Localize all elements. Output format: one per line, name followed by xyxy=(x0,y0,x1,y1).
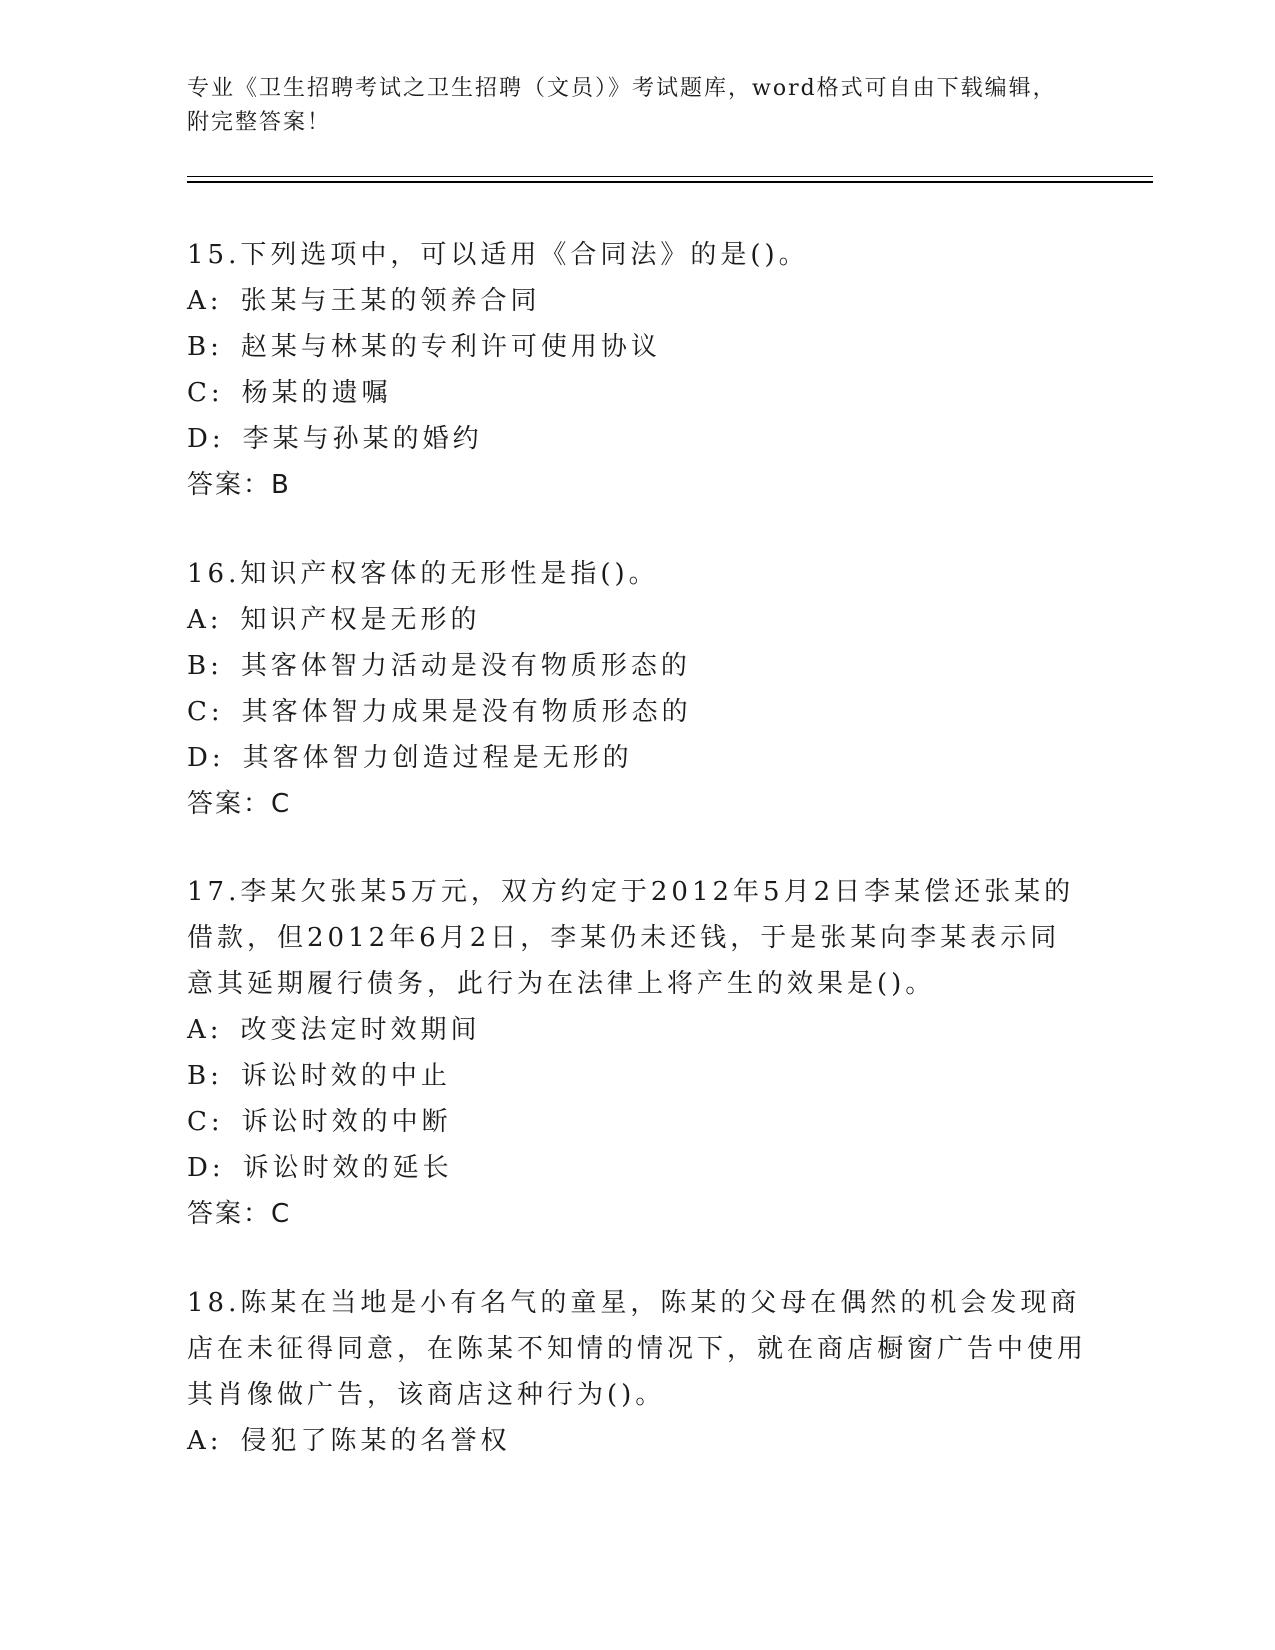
option-key: C: xyxy=(187,1107,224,1137)
option-key: D: xyxy=(187,424,225,454)
option-key: B: xyxy=(187,1061,223,1091)
option-d xyxy=(187,416,1087,462)
option-a xyxy=(187,1007,1087,1053)
option-a xyxy=(187,278,1087,324)
option-key: A: xyxy=(187,1015,223,1045)
question-15 xyxy=(187,232,1087,508)
answer-line: 答案：C xyxy=(187,789,292,819)
question-stem: 16.知识产权客体的无形性是指()。 xyxy=(187,559,659,589)
option-key: B: xyxy=(187,651,223,681)
option-key: B: xyxy=(187,332,223,362)
answer-line: 答案：B xyxy=(187,470,291,500)
option-b xyxy=(187,1053,1087,1099)
option-a xyxy=(187,1418,1087,1464)
option-d xyxy=(187,1145,1087,1191)
option-key: C: xyxy=(187,697,224,727)
option-key: D: xyxy=(187,1153,225,1183)
option-text: 其客体智力成果是没有物质形态的 xyxy=(241,697,692,727)
question-16 xyxy=(187,551,1087,827)
option-b xyxy=(187,324,1087,370)
option-text: 其客体智力活动是没有物质形态的 xyxy=(240,651,691,681)
option-c xyxy=(187,370,1087,416)
option-d xyxy=(187,735,1087,781)
header-divider-bottom xyxy=(187,181,1153,183)
option-c xyxy=(187,689,1087,735)
option-c xyxy=(187,1099,1087,1145)
question-18 xyxy=(187,1280,1087,1464)
option-key: A: xyxy=(187,286,223,316)
question-stem: 17.李某欠张某5万元，双方约定于2012年5月2日李某偿还张某的借款，但2012年6月2日，李某仍未还钱，于是张某向李某表示同意其延期履行债务，此行为在法律上将产生的效果是()。 xyxy=(187,877,1075,999)
option-text: 其客体智力创造过程是无形的 xyxy=(242,743,633,773)
option-key: D: xyxy=(187,743,225,773)
question-17 xyxy=(187,869,1087,1237)
option-text: 李某与孙某的婚约 xyxy=(242,424,483,454)
option-a xyxy=(187,597,1087,643)
document-header: 专业《卫生招聘考试之卫生招聘（文员）》考试题库，word格式可自由下载编辑，附完整答案！ xyxy=(187,76,1057,135)
option-text: 张某与王某的领养合同 xyxy=(240,286,541,316)
option-key: A: xyxy=(187,605,223,635)
question-stem: 15.下列选项中，可以适用《合同法》的是()。 xyxy=(187,240,809,270)
question-stem: 18.陈某在当地是小有名气的童星，陈某的父母在偶然的机会发现商店在未征得同意，在陈某不知情的情况下，就在商店橱窗广告中使用其肖像做广告，该商店这种行为()。 xyxy=(187,1288,1088,1410)
answer-line: 答案：C xyxy=(187,1199,292,1229)
option-text: 知识产权是无形的 xyxy=(240,605,481,635)
option-key: C: xyxy=(187,378,224,408)
header-divider-top xyxy=(187,176,1153,177)
option-b xyxy=(187,643,1087,689)
option-text: 诉讼时效的中止 xyxy=(240,1061,451,1091)
option-text: 侵犯了陈某的名誉权 xyxy=(240,1426,511,1456)
option-key: A: xyxy=(187,1426,223,1456)
option-text: 诉讼时效的中断 xyxy=(241,1107,452,1137)
option-text: 改变法定时效期间 xyxy=(240,1015,481,1045)
option-text: 赵某与林某的专利许可使用协议 xyxy=(240,332,661,362)
option-text: 诉讼时效的延长 xyxy=(242,1153,453,1183)
option-text: 杨某的遗嘱 xyxy=(241,378,392,408)
